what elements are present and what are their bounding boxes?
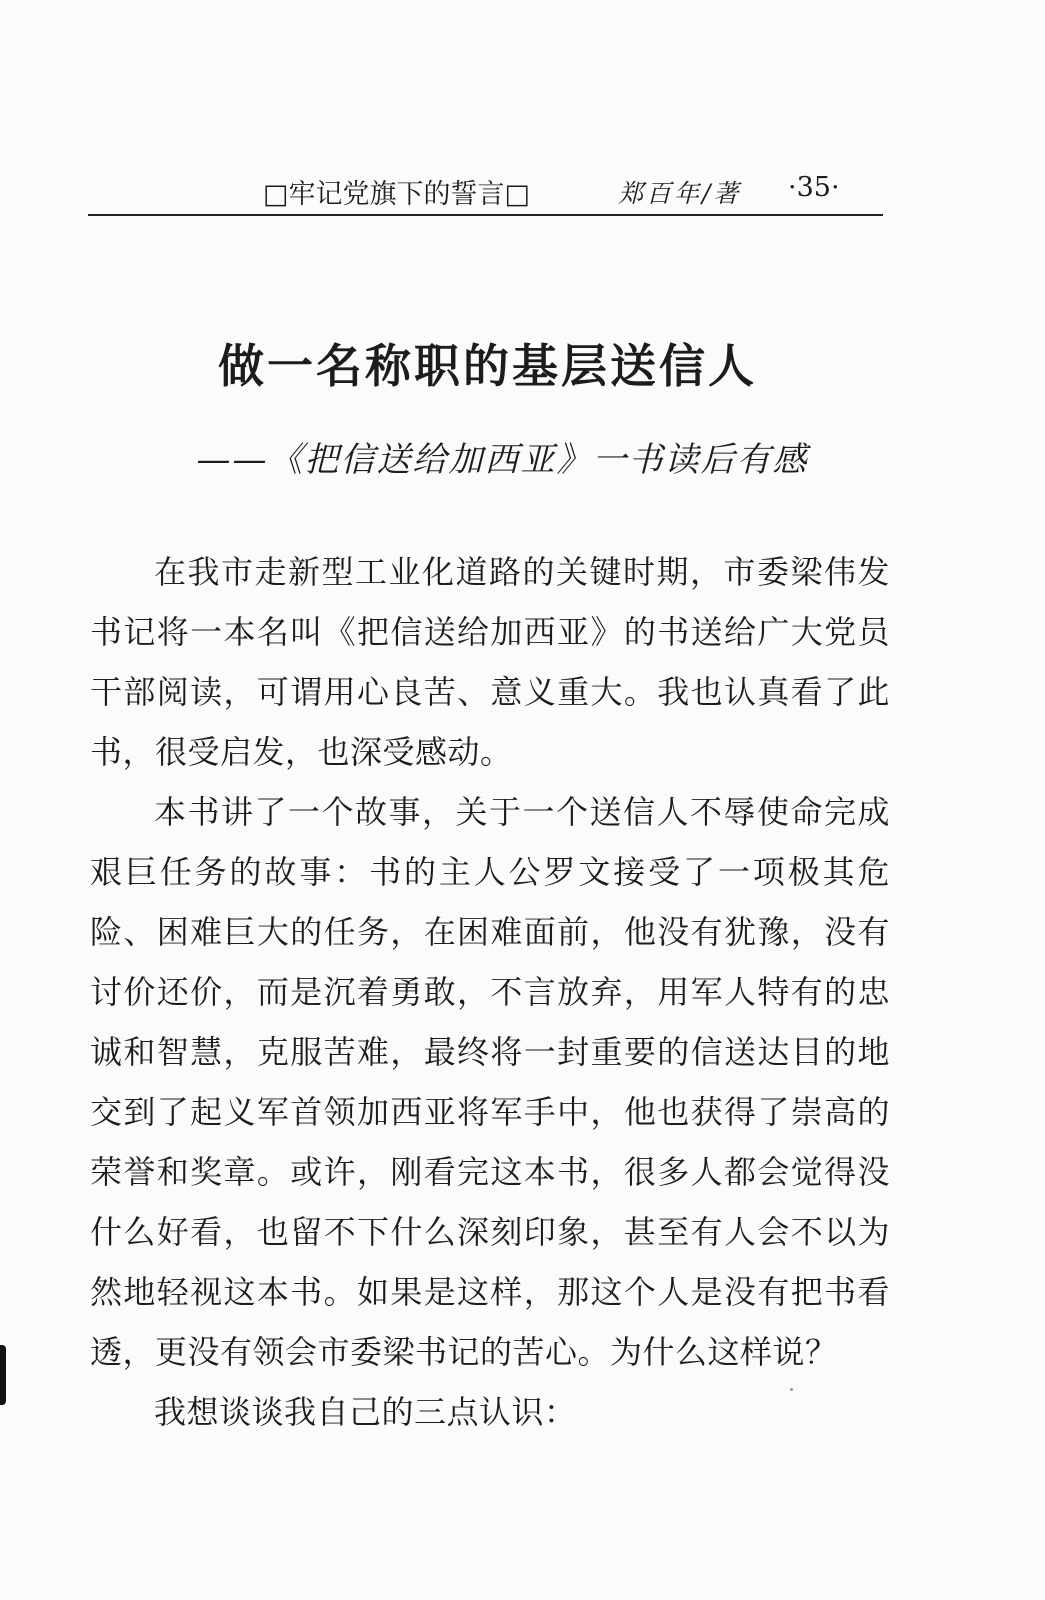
- article-title-block: [0, 330, 1045, 396]
- scan-edge-mark: [0, 1345, 6, 1405]
- running-header: [88, 168, 883, 216]
- article-title: 做一名称职的基层送信人: [218, 339, 757, 393]
- author-name: 郑百年/著: [618, 179, 742, 208]
- paragraph: 本书讲了一个故事，关于一个送信人不辱使命完成艰巨任务的故事：书的主人公罗文接受了一项极其危险、困难巨大的任务，在困难面前，他没有犹豫，没有讨价还价，而是沉着勇敢，不言放弃，用军人特有的忠诚和智慧，克服苦难，最终将一封重要的信送达目的地交到了起义军首领加西亚将军手中，他也获得了崇高的荣誉和奖章。或许，刚看完这本书，很多人都会觉得没什么好看，也留不下什么深刻印象，甚至有人会不以为然地轻视这本书。如果是这样，那这个人是没有把书看透，更没有领会市委梁书记的苦心。为什么这样说？: [90, 793, 890, 1371]
- article-subtitle: ——《把信送给加西亚》一书读后有感: [196, 440, 809, 480]
- page-number: ·35·: [788, 172, 840, 203]
- article-subtitle-block: [0, 432, 1045, 481]
- article-body: [90, 542, 890, 1442]
- scan-speck: [790, 1388, 793, 1391]
- paragraph: 我想谈谈我自己的三点认识：: [154, 1393, 577, 1431]
- paragraph: 在我市走新型工业化道路的关键时期，市委梁伟发书记将一本名叫《把信送给加西亚》的书送给广大党员干部阅读，可谓用心良苦、意义重大。我也认真看了此书，很受启发，也深受感动。: [90, 553, 890, 771]
- series-title: □牢记党旗下的誓言□: [263, 179, 531, 210]
